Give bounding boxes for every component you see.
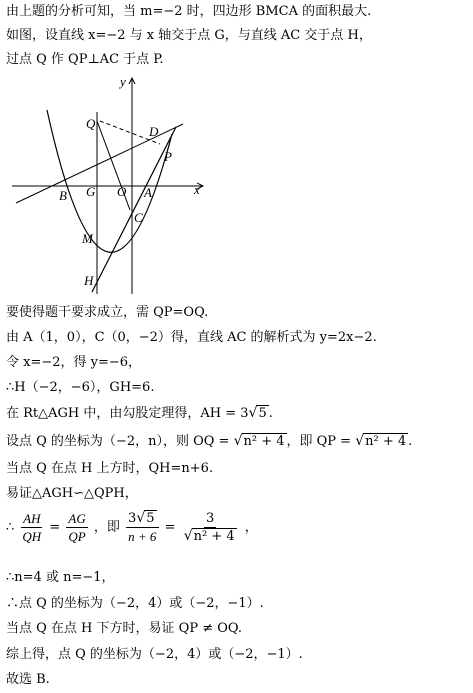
line-q-below-h: 当点 Q 在点 H 下方时，易证 QP ≠ OQ. [6, 621, 243, 636]
line-q-result: ∴点 Q 的坐标为（−2，4）或（−2，−1）. [6, 596, 264, 611]
label-A: A [144, 185, 152, 200]
pythagoras-text: 在 Rt△AGH 中，由勾股定理得，AH = 3 [6, 406, 249, 421]
frac-den: n + 6 [128, 529, 157, 544]
line-answer: 故选 B. [6, 672, 50, 687]
frac-den: QP [68, 529, 86, 544]
pythagoras-end: . [268, 406, 273, 421]
sqrt-sign: √ [183, 528, 193, 544]
frac-num: AG [68, 511, 86, 526]
sqrt-5: 5 [258, 406, 267, 421]
frac-num: 3 [206, 511, 215, 526]
label-x: x [194, 182, 200, 197]
intro-line-2: 如图，设直线 x=−2 与 x 轴交于点 G，与直线 AC 交于点 H， [6, 28, 372, 43]
qp-text: ，即 QP = [286, 434, 352, 449]
line-ac-equation: 由 A（1，0），C（0，−2）得，直线 AC 的解析式为 y=2x−2. [6, 330, 377, 345]
num-coef: 3 [128, 511, 137, 526]
label-H: H [84, 273, 94, 288]
line-point-h: ∴H（−2，−6），GH=6. [6, 380, 155, 395]
label-M: M [82, 231, 93, 246]
equals-sign: = [49, 520, 61, 535]
line-qh: 当点 Q 在点 H 上方时，QH=n+6. [6, 461, 214, 476]
comma: ， [244, 520, 258, 535]
fraction-3sqrt5 [126, 510, 158, 545]
label-G: G [86, 184, 96, 199]
equals-sign: = [164, 520, 176, 535]
line-q-coordinates [6, 431, 412, 452]
line-conclusion: 综上得，点 Q 的坐标为（−2，4）或（−2，−1）. [6, 647, 303, 662]
frac-num: AH [23, 511, 41, 526]
line-let-x: 令 x=−2，得 y=−6， [6, 355, 142, 370]
sqrt-5: 5 [146, 511, 155, 526]
line-similar: 易证△AGH∽△QPH， [6, 486, 138, 501]
sqrt-n2-plus-4: n² + 4 [243, 434, 285, 449]
line-condition: 要使得题干要求成立，需 QP=OQ. [6, 305, 209, 320]
label-C: C [134, 210, 143, 225]
geometry-figure [0, 72, 220, 297]
line-n-values: ∴n=4 或 n=−1， [6, 570, 115, 585]
frac-den: QH [22, 529, 42, 544]
therefore-sign: ∴ [6, 520, 15, 535]
frac-den [182, 528, 239, 545]
label-O: O [117, 184, 127, 199]
fraction-3-over-sqrt [182, 510, 239, 545]
that-is-text: ，即 [93, 520, 120, 535]
label-D: D [149, 124, 159, 139]
sqrt-sign: √ [248, 405, 258, 421]
sqrt-sign: √ [233, 433, 243, 449]
intro-line-1: 由上题的分析可知，当 m=−2 时，四边形 BMCA 的面积最大. [6, 4, 372, 19]
line-pythagoras [6, 403, 273, 424]
sqrt-sign: √ [136, 510, 146, 526]
label-P: P [164, 149, 172, 164]
oq-text: 设点 Q 的坐标为（−2，n），则 OQ = [6, 434, 230, 449]
sqrt-n2-plus-4: n² + 4 [193, 529, 235, 544]
fraction-ag-qp [66, 510, 87, 545]
label-B: B [59, 188, 67, 203]
line-proportion [6, 510, 258, 545]
sqrt-n2-plus-4-b: n² + 4 [365, 434, 407, 449]
intro-line-3: 过点 Q 作 QP⊥AC 于点 P. [6, 52, 164, 67]
frac-num [126, 510, 158, 528]
label-y: y [120, 74, 126, 89]
label-Q: Q [86, 116, 96, 131]
sqrt-sign: √ [355, 433, 365, 449]
fraction-ah-qh [20, 510, 43, 545]
line-end: . [408, 434, 413, 449]
